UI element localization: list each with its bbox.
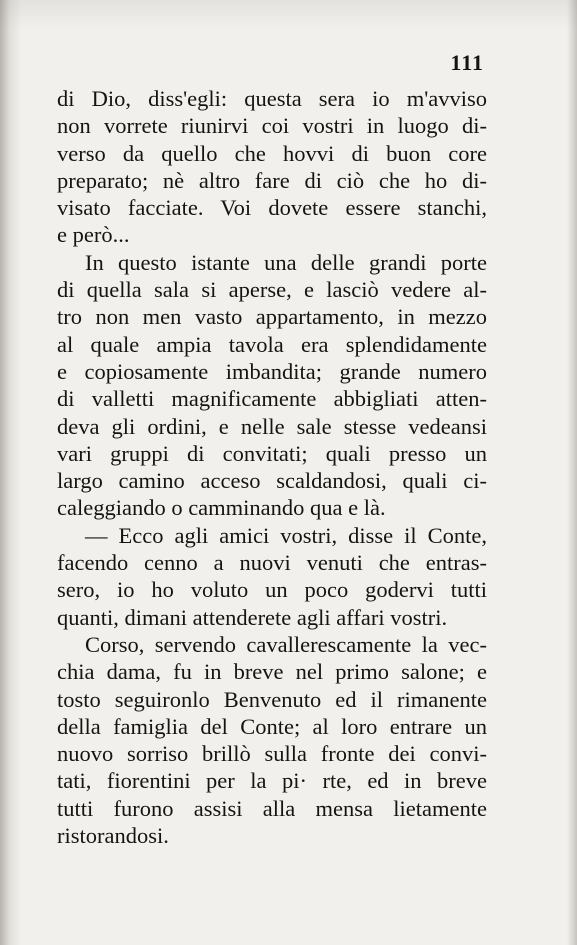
text-line: verso da quello che hovvi di buon core — [57, 140, 487, 166]
text-line: tati, fiorentini per la pi· rte, ed in breve — [57, 768, 487, 794]
text-line: caleggiando o camminando qua e là. — [57, 495, 386, 521]
text-line: della famiglia del Conte; al loro entrare un — [57, 713, 487, 739]
text-line: tosto seguironlo Benvenuto ed il rimanente — [57, 686, 487, 712]
text-line: e però... — [57, 222, 130, 248]
page-number: 111 — [450, 50, 484, 75]
text-line: nuovo sorriso brillò sulla fronte dei convi- — [57, 741, 487, 767]
text-line: Corso, servendo cavallerescamente la vec- — [85, 631, 487, 657]
text-line: facendo cenno a nuovi venuti che entras- — [57, 550, 487, 576]
text-line: deva gli ordini, e nelle sale stesse vedeansi — [57, 413, 487, 439]
text-line: tro non men vasto appartamento, in mezzo — [57, 304, 487, 330]
text-line: tutti furono assisi alla mensa lietamente — [57, 795, 487, 821]
text-line: preparato; nè altro fare di ciò che ho di- — [57, 167, 487, 193]
text-line: di quella sala si aperse, e lasciò vedere al- — [57, 277, 487, 303]
body-text — [57, 85, 487, 849]
text-line: non vorrete riunirvi coi vostri in luogo di- — [57, 113, 487, 139]
text-line: vari gruppi di convitati; quali presso un — [57, 440, 487, 466]
text-line: largo camino acceso scaldandosi, quali ci- — [57, 468, 487, 494]
text-line: quanti, dimani attenderete agli affari vostri. — [57, 604, 448, 630]
text-line: e copiosamente imbandita; grande numero — [57, 358, 487, 384]
text-line: ristorandosi. — [57, 823, 169, 849]
text-line: di valletti magnificamente abbigliati atten- — [57, 386, 487, 412]
text-line: visato facciate. Voi dovete essere stanchi, — [57, 195, 487, 221]
text-line: chia dama, fu in breve nel primo salone; e — [57, 659, 487, 685]
text-line: al quale ampia tavola era splendidamente — [57, 331, 487, 357]
text-line: — Ecco agli amici vostri, disse il Conte, — [85, 522, 487, 548]
text-line: In questo istante una delle grandi porte — [85, 249, 487, 275]
text-line: di Dio, diss'egli: questa sera io m'avviso — [57, 86, 487, 111]
text-line: sero, io ho voluto un poco godervi tutti — [57, 577, 487, 603]
